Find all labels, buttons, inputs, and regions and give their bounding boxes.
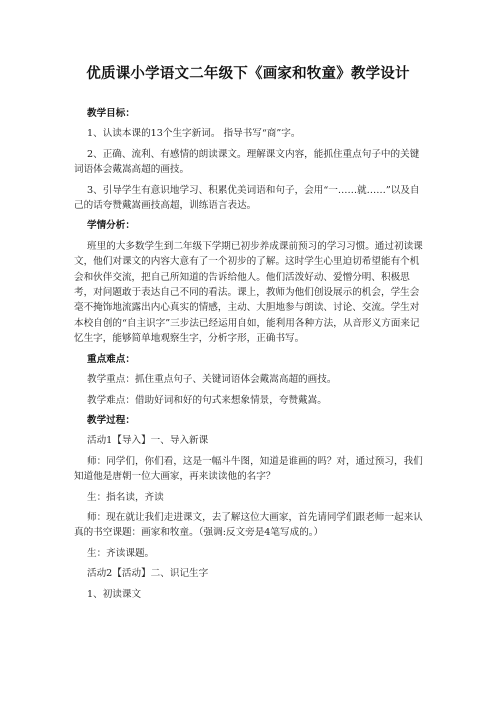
key-point: 教学重点：抓住重点句子、关键词语体会戴嵩高超的画技。 (87, 374, 337, 386)
activity-1: 活动1【导入】一、导入新课 (87, 435, 209, 447)
section-heading-key-points: 重点难点： (87, 353, 135, 365)
step-1: 1、初读课文 (87, 588, 142, 600)
activity-2: 活动2【活动】二、识记生字 (87, 568, 209, 580)
teacher-line-2: 师：现在就让我们走进课文，去了解这位大画家，首先请同学们跟老师一起来认真的书空课题：画家和牧童。（强调:反文旁是4笔写成的。） (74, 511, 423, 539)
document-title: 优质课小学语文二年级下《画家和牧童》教学设计 (86, 66, 410, 82)
student-line-1: 生：指名读，齐读 (87, 491, 164, 503)
objective-3: 3、引导学生有意识地学习、积累优美词语和句子，会用“一……就……”以及自己的话夸赞戴嵩画技高超，训练语言表达。 (74, 184, 420, 212)
section-heading-analysis: 学情分析： (87, 220, 135, 232)
difficulty: 教学难点：借助好词和好的句式来想象情景，夸赞戴嵩。 (87, 394, 327, 406)
objective-2: 2、正确、流利、有感情的朗读课文。理解课文内容，能抓住重点句子中的关键词语体会戴嵩高超的画技。 (74, 148, 420, 176)
student-line-2: 生：齐读课题。 (87, 547, 155, 559)
analysis-paragraph: 班里的大多数学生到二年级下学期已初步养成课前预习的学习习惯。通过初读课文，他们对课文的内容大意有了一个初步的了解。这时学生心里迫切希望能有个机会和伙伴交流，把自己所知道的告诉给他人。他们活泼好动、爱憎分明、积极思考，对问题敢于表达自己不同的看法。课上，教师为他们创设展示的机会，学生会毫不掩饰地流露出内心真实的情感，主动、大胆地参与朗读、讨论、交流。学生对本校自创的“自主识字”三步法已经运用自如，能利用各种方法，从音形义方面来记忆生字，能够简单地观察生字，分析字形，正确书写。 (74, 240, 423, 345)
objective-1: 1、认读本课的13个生字新词。 指导书写“商”字。 (87, 128, 301, 140)
section-heading-objectives: 教学目标： (87, 108, 135, 119)
teacher-line-1: 师：同学们，你们看，这是一幅斗牛图，知道是谁画的吗？对，通过预习，我们知道他是唐朝一位大画家，再来读读他的名字？ (74, 455, 423, 483)
section-heading-process: 教学过程： (87, 414, 135, 426)
document-body (74, 106, 424, 607)
